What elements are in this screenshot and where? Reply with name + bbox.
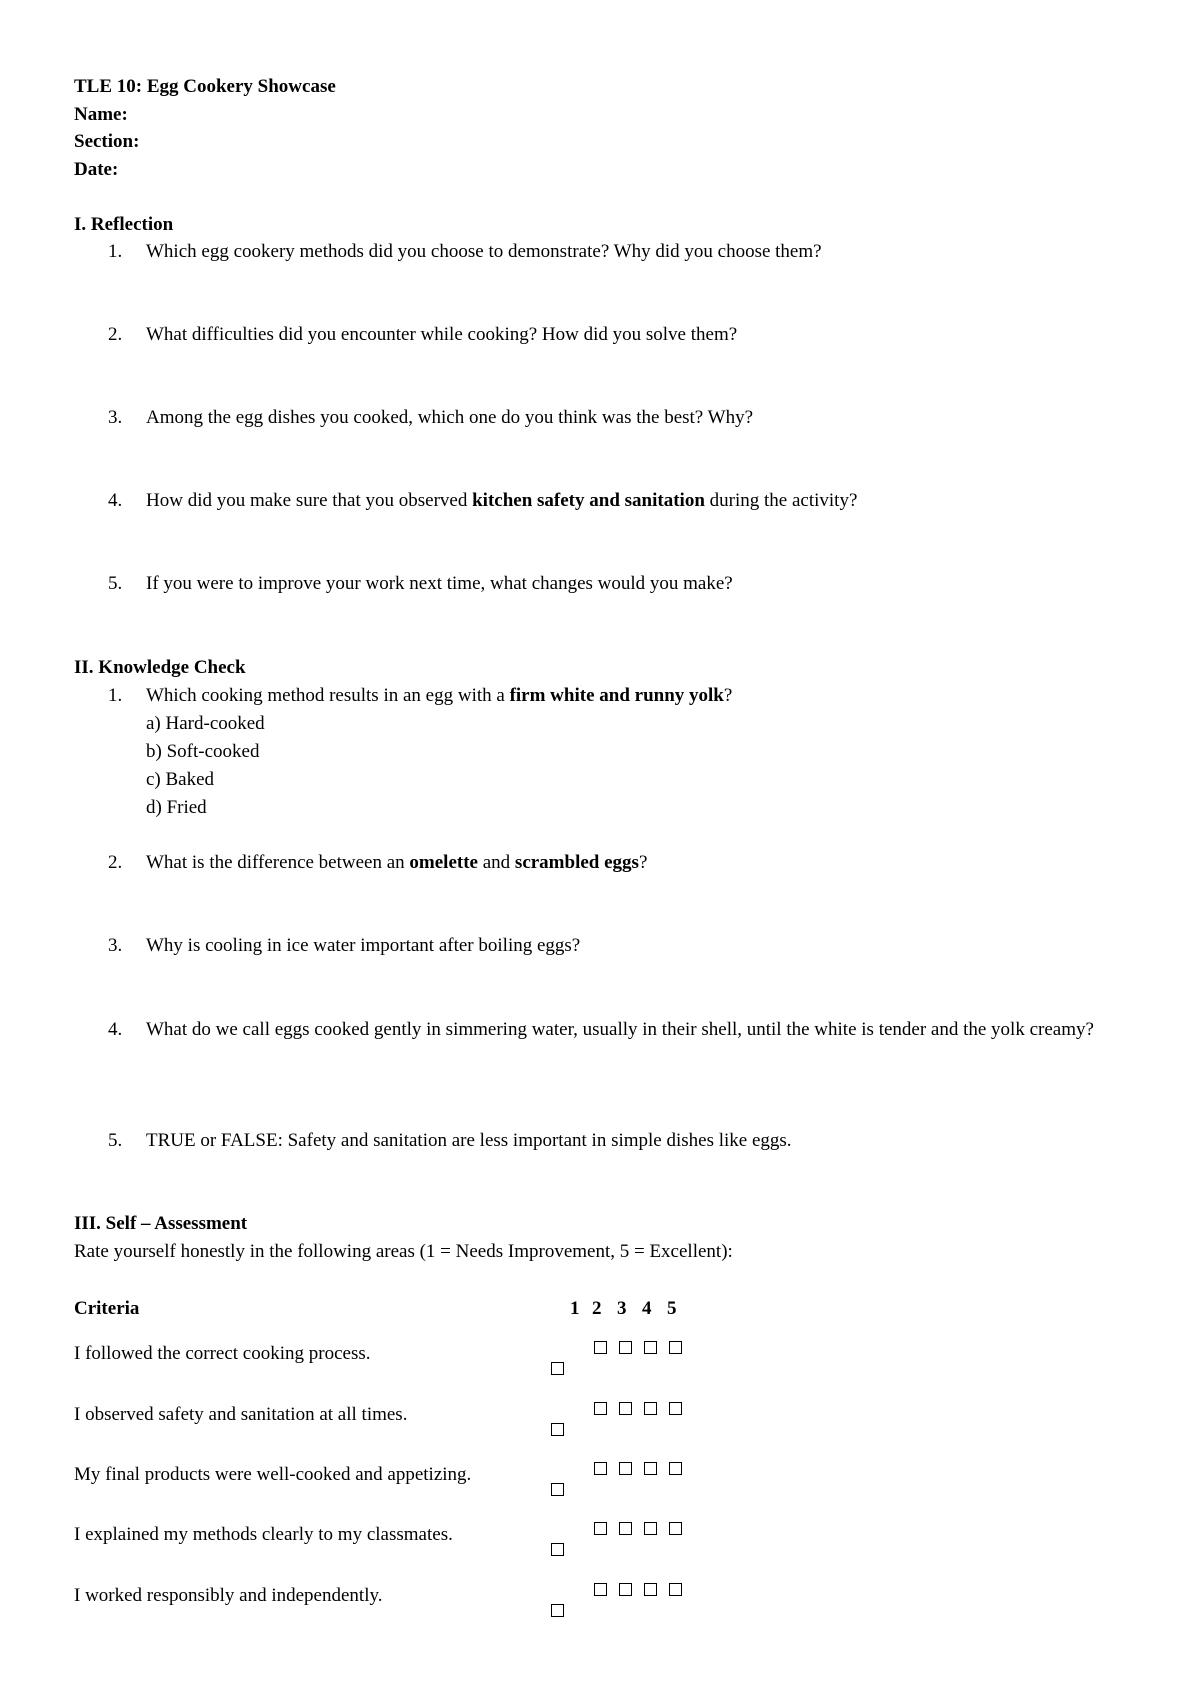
rating-checkbox-row1-4[interactable] bbox=[644, 1341, 657, 1354]
rating-checkbox-row1-1[interactable] bbox=[551, 1362, 564, 1375]
rating-checkbox-row5-3[interactable] bbox=[619, 1583, 632, 1596]
reflection-q3-number: 3. bbox=[108, 407, 123, 428]
rating-checkbox-row3-5[interactable] bbox=[669, 1462, 682, 1475]
knowledge-q3-text: Why is cooling in ice water important after boiling eggs? bbox=[146, 935, 581, 956]
knowledge-q4-text: What do we call eggs cooked gently in simmering water, usually in their shell, until the white is tender and the yolk creamy? bbox=[146, 1019, 1094, 1040]
reflection-q2-number: 2. bbox=[108, 324, 123, 345]
option-d: d) Fried bbox=[146, 797, 207, 818]
rating-checkbox-row3-4[interactable] bbox=[644, 1462, 657, 1475]
reflection-q4-emphasis: kitchen safety and sanitation bbox=[472, 490, 705, 511]
reflection-q2-text: What difficulties did you encounter while cooking? How did you solve them? bbox=[146, 324, 738, 345]
option-a: a) Hard-cooked bbox=[146, 713, 265, 734]
rating-checkbox-row2-3[interactable] bbox=[619, 1402, 632, 1415]
reflection-q5-text: If you were to improve your work next time, what changes would you make? bbox=[146, 573, 733, 594]
reflection-q1-number: 1. bbox=[108, 241, 123, 262]
option-c: c) Baked bbox=[146, 769, 215, 790]
reflection-q4-text bbox=[146, 487, 857, 515]
scale-label-1: 1 bbox=[570, 1298, 580, 1319]
knowledge-q5-text: TRUE or FALSE: Safety and sanitation are less important in simple dishes like eggs. bbox=[146, 1130, 792, 1151]
reflection-q4-number: 4. bbox=[108, 490, 123, 511]
knowledge-q1-text-after: ? bbox=[723, 685, 733, 706]
date-label: Date: bbox=[74, 159, 119, 180]
section-label: Section: bbox=[74, 131, 140, 152]
criteria-row-5-label: I worked responsibly and independently. bbox=[74, 1585, 383, 1606]
scale-label-4: 4 bbox=[642, 1298, 652, 1319]
rating-checkbox-row5-1[interactable] bbox=[551, 1604, 564, 1617]
reflection-q5-number: 5. bbox=[108, 573, 123, 594]
criteria-row-2-label: I observed safety and sanitation at all times. bbox=[74, 1404, 408, 1425]
knowledge-q2-text-mid: and bbox=[477, 852, 515, 873]
rating-checkbox-row4-3[interactable] bbox=[619, 1522, 632, 1535]
knowledge-q2-text bbox=[146, 849, 647, 877]
knowledge-q1-text bbox=[146, 682, 732, 710]
scale-label-2: 2 bbox=[592, 1298, 602, 1319]
reflection-q4-text-after: during the activity? bbox=[704, 490, 858, 511]
knowledge-q2-text-before: What is the difference between an bbox=[146, 852, 410, 873]
rating-checkbox-row4-1[interactable] bbox=[551, 1543, 564, 1556]
rating-checkbox-row5-4[interactable] bbox=[644, 1583, 657, 1596]
rating-checkbox-row3-3[interactable] bbox=[619, 1462, 632, 1475]
self-assessment-heading: III. Self – Assessment bbox=[74, 1213, 248, 1234]
rating-checkbox-row5-2[interactable] bbox=[594, 1583, 607, 1596]
reflection-q3-text: Among the egg dishes you cooked, which one do you think was the best? Why? bbox=[146, 407, 754, 428]
rating-checkbox-row1-2[interactable] bbox=[594, 1341, 607, 1354]
rating-checkbox-row2-1[interactable] bbox=[551, 1423, 564, 1436]
knowledge-q4-number: 4. bbox=[108, 1019, 123, 1040]
reflection-q4-text-before: How did you make sure that you observed bbox=[146, 490, 473, 511]
reflection-q1-text: Which egg cookery methods did you choose to demonstrate? Why did you choose them? bbox=[146, 241, 822, 262]
rating-checkbox-row2-5[interactable] bbox=[669, 1402, 682, 1415]
worksheet-title: TLE 10: Egg Cookery Showcase bbox=[74, 76, 336, 97]
knowledge-heading: II. Knowledge Check bbox=[74, 657, 246, 678]
rating-checkbox-row5-5[interactable] bbox=[669, 1583, 682, 1596]
scale-label-5: 5 bbox=[667, 1298, 677, 1319]
rating-checkbox-row4-5[interactable] bbox=[669, 1522, 682, 1535]
criteria-row-3-label: My final products were well-cooked and appetizing. bbox=[74, 1464, 472, 1485]
knowledge-q1-emphasis: firm white and runny yolk bbox=[509, 685, 724, 706]
knowledge-q1-number: 1. bbox=[108, 685, 123, 706]
knowledge-q5-number: 5. bbox=[108, 1130, 123, 1151]
criteria-row-4-label: I explained my methods clearly to my classmates. bbox=[74, 1524, 453, 1545]
knowledge-q3-number: 3. bbox=[108, 935, 123, 956]
criteria-header: Criteria bbox=[74, 1298, 140, 1319]
knowledge-q1-text-before: Which cooking method results in an egg with a bbox=[146, 685, 510, 706]
criteria-row-1-label: I followed the correct cooking process. bbox=[74, 1343, 371, 1364]
rating-checkbox-row3-1[interactable] bbox=[551, 1483, 564, 1496]
rating-checkbox-row1-5[interactable] bbox=[669, 1341, 682, 1354]
knowledge-q2-emphasis-1: omelette bbox=[409, 852, 478, 873]
knowledge-q2-emphasis-2: scrambled eggs bbox=[514, 852, 639, 873]
rating-checkbox-row4-4[interactable] bbox=[644, 1522, 657, 1535]
rating-checkbox-row2-4[interactable] bbox=[644, 1402, 657, 1415]
name-label: Name: bbox=[74, 104, 128, 125]
rating-checkbox-row4-2[interactable] bbox=[594, 1522, 607, 1535]
self-assessment-instructions: Rate yourself honestly in the following areas (1 = Needs Improvement, 5 = Excellent): bbox=[74, 1241, 733, 1262]
knowledge-q2-number: 2. bbox=[108, 852, 123, 873]
knowledge-q2-text-after: ? bbox=[638, 852, 648, 873]
option-b: b) Soft-cooked bbox=[146, 741, 260, 762]
scale-label-3: 3 bbox=[617, 1298, 627, 1319]
rating-checkbox-row3-2[interactable] bbox=[594, 1462, 607, 1475]
rating-checkbox-row2-2[interactable] bbox=[594, 1402, 607, 1415]
rating-checkbox-row1-3[interactable] bbox=[619, 1341, 632, 1354]
reflection-heading: I. Reflection bbox=[74, 214, 174, 235]
